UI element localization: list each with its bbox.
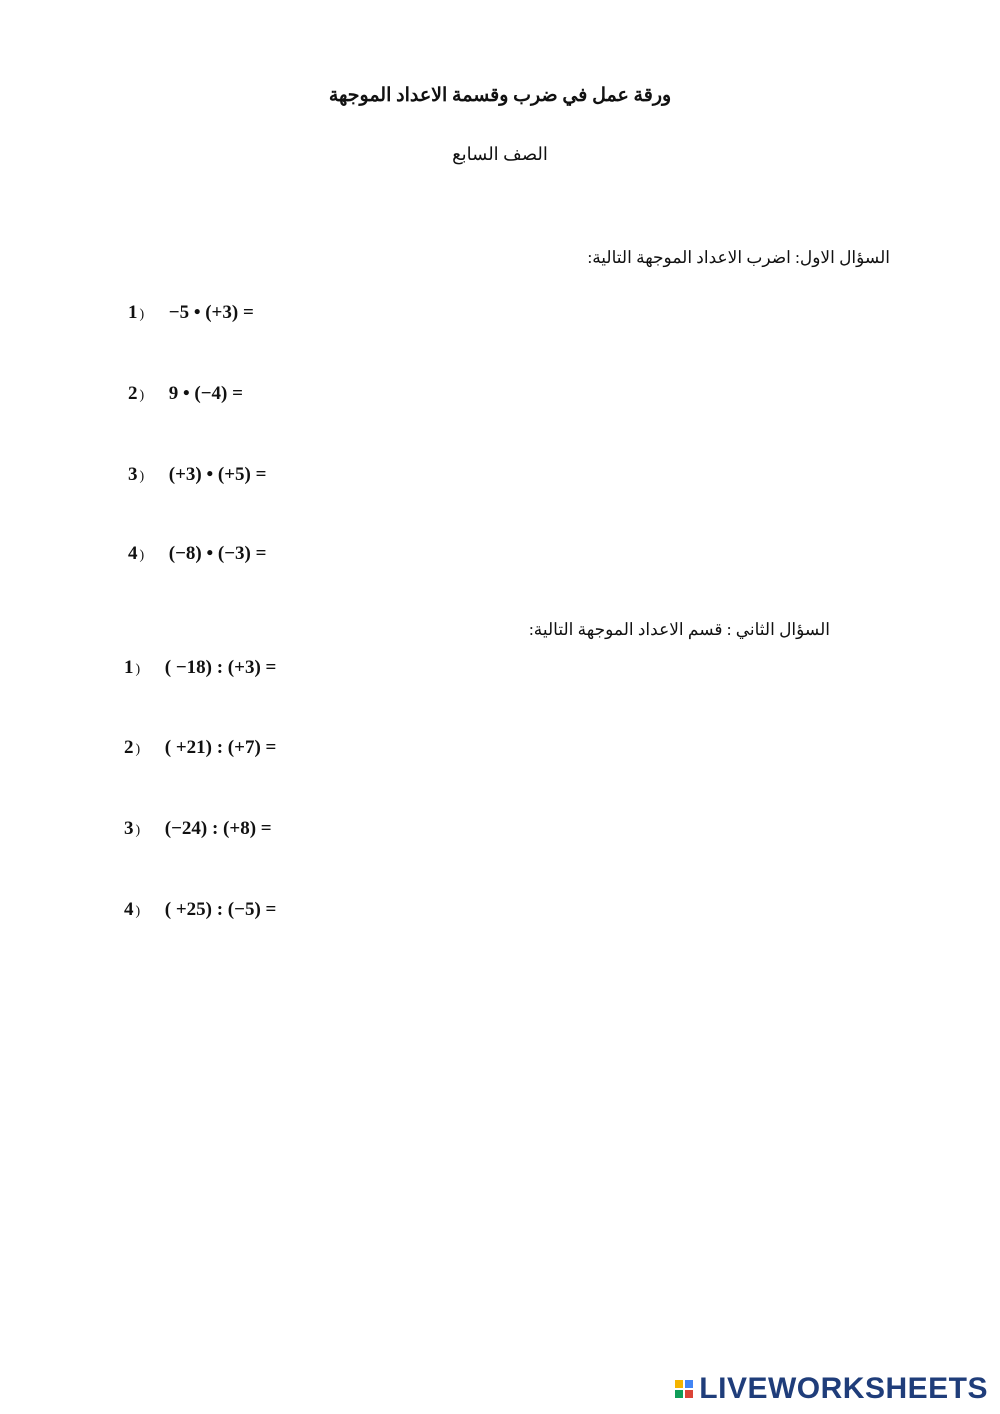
q2-problem-3-expr: (−24) : (+8) = (164, 818, 272, 839)
q1-problem-2-expr: 9 • (−4) = (168, 383, 243, 404)
grade-label: الصف السابع (452, 144, 548, 164)
q2-problem-2: 2 ) ( +21) : (+7) = (124, 737, 277, 758)
q1-problem-3: 3 ) (+3) • (+5) = (128, 464, 267, 485)
brand-text: LIVEWORKSHEETS (699, 1372, 988, 1405)
q2-problem-1-expr: ( −18) : (+3) = (164, 657, 277, 678)
liveworksheets-logo-icon (675, 1380, 693, 1398)
q1-problem-2: 2 ) 9 • (−4) = (128, 383, 243, 404)
q2-problem-1: 1 ) ( −18) : (+3) = (124, 657, 277, 678)
q1-problem-1: 1 ) −5 • (+3) = (128, 302, 254, 323)
liveworksheets-brand (675, 1372, 988, 1406)
q1-problem-4-expr: (−8) • (−3) = (168, 543, 267, 564)
q2-problem-4-expr: ( +25) : (−5) = (164, 899, 277, 920)
q2-problem-2-expr: ( +21) : (+7) = (164, 737, 277, 758)
question2-label: السؤال الثاني : قسم الاعداد الموجهة التالية: (529, 620, 830, 639)
q1-problem-3-expr: (+3) • (+5) = (168, 464, 267, 485)
q1-problem-4: 4 ) (−8) • (−3) = (128, 543, 267, 564)
q2-problem-4: 4 ) ( +25) : (−5) = (124, 899, 277, 920)
q2-problem-3: 3 ) (−24) : (+8) = (124, 818, 272, 839)
worksheet-title: ورقة عمل في ضرب وقسمة الاعداد الموجهة (328, 85, 672, 106)
q1-problem-1-expr: −5 • (+3) = (168, 302, 254, 323)
question1-label: السؤال الاول: اضرب الاعداد الموجهة التالية: (587, 248, 890, 267)
